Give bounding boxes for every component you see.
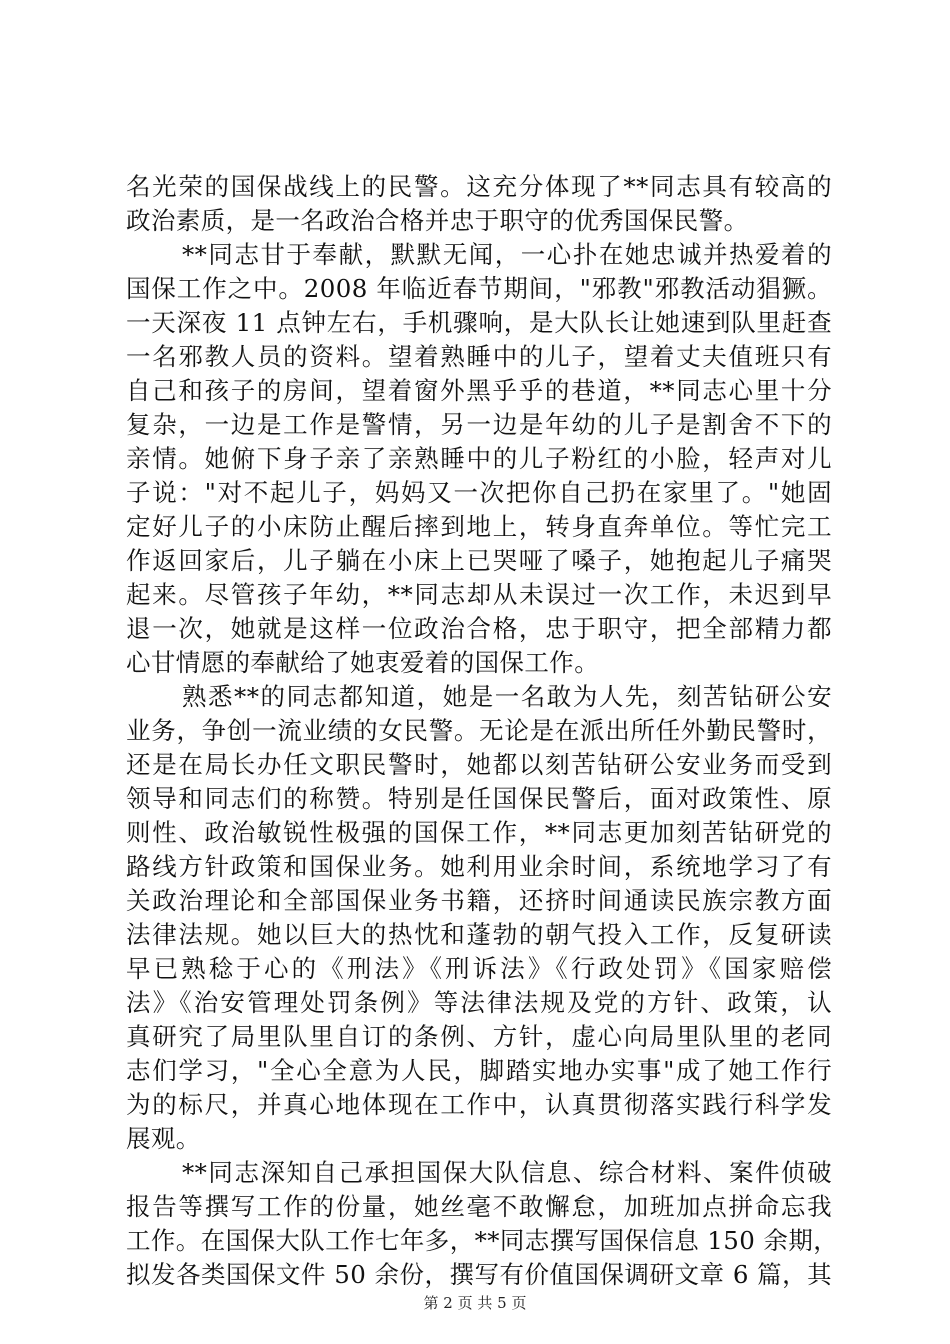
page-number-footer: 第 2 页 共 5 页 bbox=[423, 1294, 527, 1312]
text-line: 法》《治安管理处罚条例》等法律法规及党的方针、政策，认 bbox=[126, 988, 832, 1017]
text-line: 定好儿子的小床防止醒后摔到地上，转身直奔单位。等忙完工 bbox=[126, 512, 832, 541]
text-line: 一天深夜 11 点钟左右，手机骤响，是大队长让她速到队里赶查 bbox=[126, 308, 832, 337]
text-line: 志们学习，"全心全意为人民，脚踏实地办实事"成了她工作行 bbox=[126, 1056, 832, 1085]
text-line: 作返回家后，儿子躺在小床上已哭哑了嗓子，她抱起儿子痛哭 bbox=[126, 546, 832, 575]
text-line: 工作。在国保大队工作七年多，**同志撰写国保信息 150 余期， bbox=[126, 1226, 839, 1255]
text-line: 政治素质，是一名政治合格并忠于职守的优秀国保民警。 bbox=[126, 206, 749, 235]
text-line: 关政治理论和全部国保业务书籍，还挤时间通读民族宗教方面 bbox=[126, 886, 832, 915]
text-line: 则性、政治敏锐性极强的国保工作，**同志更加刻苦钻研党的 bbox=[126, 818, 832, 847]
text-line: 拟发各类国保文件 50 余份，撰写有价值国保调研文章 6 篇，其 bbox=[126, 1260, 832, 1289]
text-line: 名光荣的国保战线上的民警。这充分体现了**同志具有较高的 bbox=[126, 172, 832, 201]
text-line: 展观。 bbox=[126, 1124, 201, 1153]
text-line: 报告等撰写工作的份量，她丝毫不敢懈怠，加班加点拼命忘我 bbox=[126, 1192, 832, 1221]
text-line: 早已熟稔于心的《刑法》《刑诉法》《行政处罚》《国家赔偿 bbox=[126, 954, 832, 983]
text-line: 退一次，她就是这样一位政治合格，忠于职守，把全部精力都 bbox=[126, 614, 832, 643]
paragraph-start-line: **同志甘于奉献，默默无闻，一心扑在她忠诚并热爱着的 bbox=[182, 240, 832, 269]
text-line: 领导和同志们的称赞。特别是任国保民警后，面对政策性、原 bbox=[126, 784, 832, 813]
text-line: 复杂，一边是工作是警情，另一边是年幼的儿子是割舍不下的 bbox=[126, 410, 832, 439]
text-line: 业务，争创一流业绩的女民警。无论是在派出所任外勤民警时， bbox=[126, 716, 832, 745]
text-line: 心甘情愿的奉献给了她衷爱着的国保工作。 bbox=[126, 648, 600, 677]
text-line: 子说："对不起儿子，妈妈又一次把你自己扔在家里了。"她固 bbox=[126, 478, 832, 507]
text-line: 一名邪教人员的资料。望着熟睡中的儿子，望着丈夫值班只有 bbox=[126, 342, 832, 371]
text-line: 法律法规。她以巨大的热忱和蓬勃的朝气投入工作，反复研读 bbox=[126, 920, 832, 949]
text-line: 真研究了局里队里自订的条例、方针，虚心向局里队里的老同 bbox=[126, 1022, 832, 1051]
text-line: 亲情。她俯下身子亲了亲熟睡中的儿子粉红的小脸，轻声对儿 bbox=[126, 444, 832, 473]
paragraph-start-line: 熟悉**的同志都知道，她是一名敢为人先，刻苦钻研公安 bbox=[182, 682, 832, 711]
text-line: 路线方针政策和国保业务。她利用业余时间，系统地学习了有 bbox=[126, 852, 832, 881]
text-line: 自己和孩子的房间，望着窗外黑乎乎的巷道，**同志心里十分 bbox=[126, 376, 832, 405]
text-line: 国保工作之中。2008 年临近春节期间，"邪教"邪教活动猖獗。 bbox=[126, 274, 832, 303]
text-line: 还是在局长办任文职民警时，她都以刻苦钻研公安业务而受到 bbox=[126, 750, 832, 779]
text-line: 起来。尽管孩子年幼，**同志却从未误过一次工作，未迟到早 bbox=[126, 580, 832, 609]
text-line: 为的标尺，并真心地体现在工作中，认真贯彻落实践行科学发 bbox=[126, 1090, 832, 1119]
document-body bbox=[126, 170, 839, 1292]
paragraph-start-line: **同志深知自己承担国保大队信息、综合材料、案件侦破 bbox=[182, 1158, 832, 1187]
